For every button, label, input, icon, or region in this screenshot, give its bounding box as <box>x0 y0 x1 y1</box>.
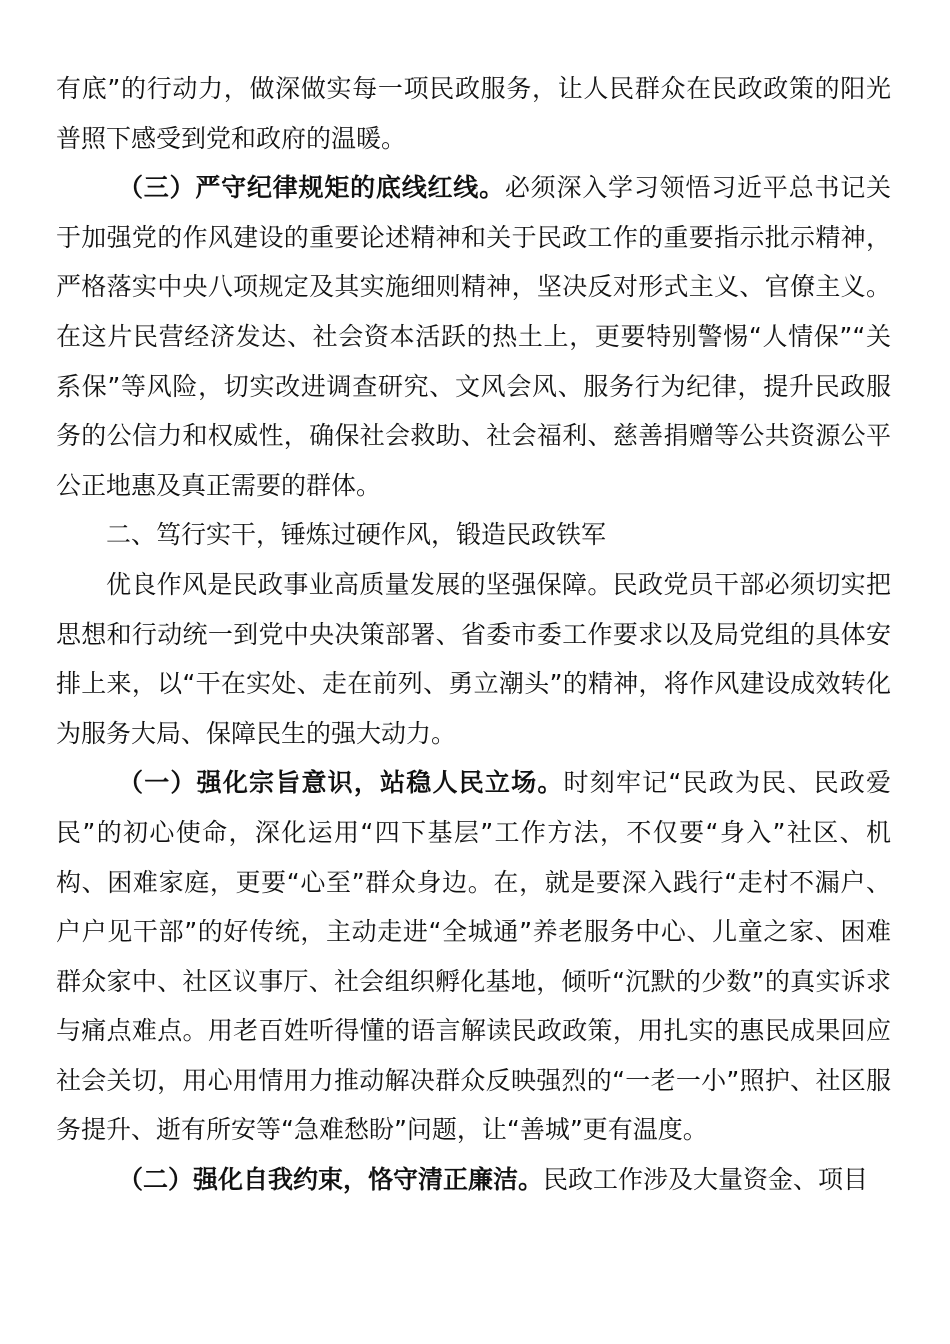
paragraph-text: 时刻牢记“民政为民、民政爱民”的初心使命，深化运用“四下基层”工作方法，不仅要“身入”社区、机构、困难家庭，更要“心至”群众身边。在，就是要深入践行“走村不漏户、户户见干部”的好传统，主动走进“全城通”养老服务中心、儿童之家、困难群众家中、社区议事厅、社会组织孵化基地，倾听“沉默的少数”的真实诉求与痛点难点。用老百姓听得懂的语言解读民政政策，用扎实的惠民成果回应社会关切，用心用情用力推动解决群众反映强烈的“一老一小”照护、社区服务提升、逝有所安等“急难愁盼”问题，让“善城”更有温度。 <box>56 768 892 1145</box>
paragraph-text: 必须深入学习领悟习近平总书记关于加强党的作风建设的重要论述精神和关于民政工作的重要指示批示精神，严格落实中央八项规定及其实施细则精神，坚决反对形式主义、官僚主义。在这片民营经济发达、社会资本活跃的热土上，更要特别警惕“人情保”“关系保”等风险，切实改进调查研究、文风会风、服务行为纪律，提升民政服务的公信力和权威性，确保社会救助、社会福利、慈善捐赠等公共资源公平公正地惠及真正需要的群体。 <box>56 173 891 500</box>
document-body <box>56 64 891 1205</box>
subheading-discipline: （三）严守纪律规矩的底线红线。 <box>118 173 505 203</box>
paragraph-text: 民政工作涉及大量资金、项目 <box>543 1165 869 1195</box>
section-title <box>56 510 891 560</box>
paragraph-discipline <box>56 163 891 510</box>
paragraph-continuation <box>56 64 891 163</box>
paragraph-purpose <box>56 758 891 1155</box>
subheading-purpose: （一）强化宗旨意识，站稳人民立场。 <box>118 768 564 798</box>
paragraph-text: 有底”的行动力，做深做实每一项民政服务，让人民群众在民政政策的阳光普照下感受到党和政府的温暖。 <box>56 74 891 153</box>
paragraph-integrity <box>56 1155 891 1205</box>
paragraph-text: 优良作风是民政事业高质量发展的坚强保障。民政党员干部必须切实把思想和行动统一到党中央决策部署、省委市委工作要求以及局党组的具体安排上来，以“干在实处、走在前列、勇立潮头”的精神，将作风建设成效转化为服务大局、保障民生的强大动力。 <box>56 569 891 748</box>
section-title-text: 二、笃行实干，锤炼过硬作风，锻造民政铁军 <box>106 520 607 550</box>
subheading-integrity: （二）强化自我约束，恪守清正廉洁。 <box>118 1165 544 1195</box>
paragraph-intro <box>56 560 891 758</box>
